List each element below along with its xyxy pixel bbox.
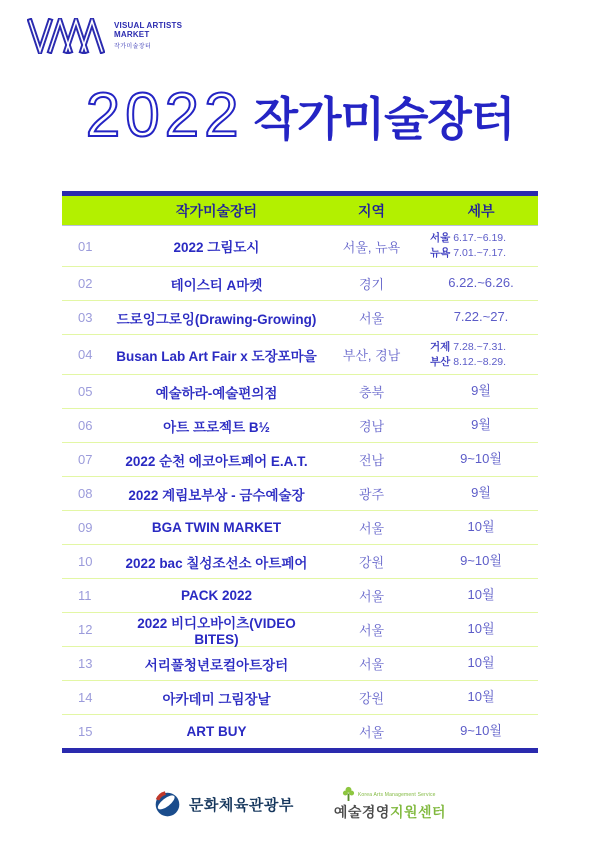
row-region: 경기 [358,277,385,292]
row-name: Busan Lab Art Fair x 도장포마을 [116,348,317,364]
row-detail [424,722,538,740]
row-region: 광주 [358,487,385,502]
title-main: 작가미술장터 [253,92,515,145]
vam-logo-icon [27,18,105,54]
row-number: 01 [78,238,93,254]
row-number: 12 [78,622,93,637]
row-detail [424,518,538,536]
table-row [62,442,538,476]
row-detail-line: 9~10월 [460,451,502,467]
row-detail-line: 뉴욕 7.01.~7.17. [430,247,507,259]
row-detail [424,484,538,502]
row-detail-label: 서울 [430,232,451,245]
kams-label-green: 지원센터 [389,804,447,820]
row-detail-line: 10월 [467,587,495,603]
row-region: 전남 [358,453,385,468]
row-detail-line: 6.22.~6.26. [448,275,514,291]
row-number: 03 [78,310,93,325]
row-detail-line: 9월 [471,383,491,399]
page-title [0,80,600,151]
row-name: 예술하라-예술편의점 [155,385,278,401]
table-row [62,544,538,578]
table-header [62,196,538,226]
table-row [62,714,538,748]
row-name: PACK 2022 [180,588,253,603]
table-row [62,680,538,714]
row-region: 강원 [358,691,385,706]
row-name: 아트 프로젝트 B½ [163,419,270,435]
row-detail-line: 7.22.~27. [453,309,509,325]
header-name: 작가미술장터 [175,202,258,219]
row-number: 13 [78,656,93,671]
vam-logo [27,18,182,54]
row-region: 서울 [358,311,385,326]
kams-logo [334,786,446,822]
row-detail-label: 거제 [430,340,451,353]
row-name: 2022 순천 에코아트페어 E.A.T. [125,453,308,469]
header-detail: 세부 [467,202,495,219]
kams-label-dark: 예술경영 [333,804,390,820]
vam-logo-text [114,18,182,50]
mcst-label: 문화체육관광부 [188,796,294,814]
table-row [62,374,538,408]
kams-small-label: Korea Arts Management Service [357,792,436,798]
table-row [62,266,538,300]
title-year: 2022 [85,81,244,150]
row-number: 11 [78,588,92,603]
table-row [62,646,538,680]
row-region: 서울 [358,623,385,638]
row-detail-line: 10월 [467,519,495,535]
row-detail [424,340,538,369]
table-row [62,226,538,266]
row-number: 10 [78,554,93,569]
row-detail-label: 뉴욕 [430,247,451,259]
row-detail-line: 9~10월 [460,553,502,569]
table-row [62,510,538,544]
header-region: 지역 [357,202,386,219]
logo-line1: VISUAL ARTISTS [114,21,183,30]
row-name: 2022 bac 칠성조선소 아트페어 [125,555,308,571]
row-region: 충북 [358,385,385,400]
row-number: 04 [78,347,93,362]
row-number: 07 [78,452,93,467]
row-detail [424,274,538,292]
row-name: 아카데미 그림장날 [162,691,271,707]
table-row [62,578,538,612]
row-name: 테이스티 A마켓 [170,277,263,293]
table-row [62,476,538,510]
footer-logos [0,786,600,822]
row-region: 서울 [358,725,385,740]
row-detail [424,654,538,672]
row-detail [424,416,538,434]
row-region: 강원 [358,555,385,570]
table-body [62,226,538,748]
row-detail [424,620,538,638]
row-number: 14 [78,690,93,705]
row-name: 2022 그림도시 [173,240,260,255]
row-detail-line: 9월 [471,485,491,501]
row-name: BGA TWIN MARKET [151,520,282,535]
row-detail-line: 10월 [467,621,495,637]
row-detail-line: 부산 8.12.~8.29. [430,355,507,368]
row-detail-line: 10월 [467,655,495,671]
mcst-logo [154,791,294,818]
row-detail-line: 9~10월 [460,723,502,739]
row-name: ART BUY [186,724,247,739]
row-detail-line: 서울 6.17.~6.19. [430,232,507,245]
row-detail [424,688,538,706]
mcst-emblem-icon [154,791,181,818]
row-region: 서울 [358,657,385,672]
row-number: 02 [78,276,93,291]
table-row [62,612,538,646]
row-region: 경남 [358,419,385,434]
kams-main-label [334,802,446,822]
row-name: 2022 비디오바이츠(VIDEO BITES) [137,616,296,647]
row-region: 서울, 뉴욕 [342,239,401,255]
row-detail [424,450,538,468]
row-detail [424,308,538,326]
row-detail-line: 거제 7.28.~7.31. [430,340,507,353]
table-row [62,334,538,374]
row-number: 15 [78,724,93,739]
row-number: 06 [78,418,93,433]
logo-line3: 작가미술장터 [114,44,152,51]
market-table [62,191,538,753]
table-row [62,408,538,442]
kams-tree-icon [342,786,355,802]
row-detail [424,586,538,604]
row-name: 서리풀청년로컬아트장터 [144,657,289,673]
row-detail [424,552,538,570]
logo-line2: MARKET [114,30,150,40]
row-name: 드로잉그로잉(Drawing-Growing) [116,311,317,327]
row-detail-label: 부산 [430,355,451,368]
row-number: 08 [78,486,93,501]
row-number: 09 [78,520,93,535]
row-detail-line: 9월 [471,417,491,433]
row-detail [424,231,538,260]
table-row [62,300,538,334]
row-name: 2022 계림보부상 - 금수예술장 [128,487,305,503]
row-region: 서울 [358,589,385,604]
row-number: 05 [78,384,93,399]
row-region: 부산, 경남 [342,348,401,363]
row-detail [424,382,538,400]
row-region: 서울 [358,521,385,536]
row-detail-line: 10월 [467,689,495,705]
